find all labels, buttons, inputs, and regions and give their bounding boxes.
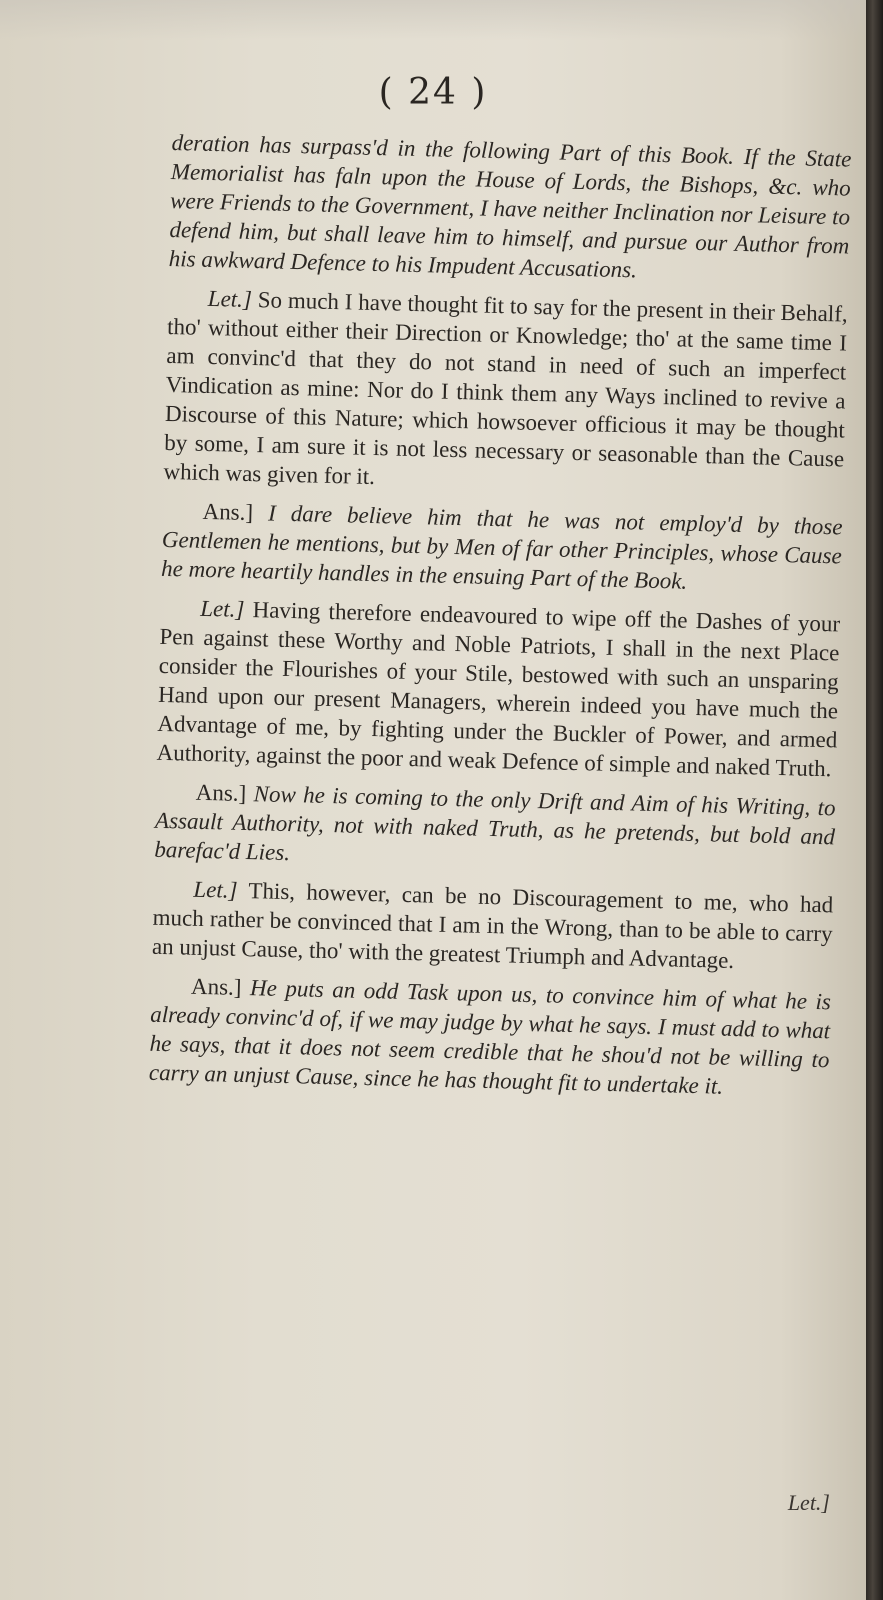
paragraph-letter bbox=[156, 593, 840, 784]
paragraph-text: He puts an odd Task upon us, to convince him of what he is already convinc'd of, if we may judge by what he says. I must add to what he says, that it does not seem credible that he shou'd not be willing to carry an unjust Cause, since he has thought fit to undertake it. bbox=[148, 975, 832, 1099]
paragraph-text: deration has surpass'd in the following Part of this Book. If the State Memorialist has faln upon the House of Lords, the Bishops, &c. who were Friends to the Government, I have neither Inclination nor Leisure to defend him, but shall leave him to himself, and pursue our Author from his awkward Defence to his Impudent Accusations. bbox=[168, 129, 852, 283]
paragraph-answer bbox=[154, 777, 836, 881]
paragraph-letter bbox=[152, 874, 834, 978]
paragraph-text: This, however, can be no Discouragement to me, who had much rather be convinced that I am in the Wrong, than to be able to carry an unjust Cause, tho' with the greatest Triumph and Advantage. bbox=[151, 878, 834, 973]
speaker-label: Let.] bbox=[207, 285, 253, 313]
paragraph-text: Now he is coming to the only Drift and Aim of his Writing, to Assault Authority, not with naked Truth, as he pretends, but bold and barefac'd Lies. bbox=[154, 781, 836, 866]
paragraph-text: Having therefore endeavoured to wipe off the Dashes of your Pen against these Worthy and Noble Patriots, I shall in the next Place consider the Flourishes of your Stile, bestowed with such an unsparing Hand upon our present Managers, wherein indeed you have much the Advantage of me, by fighting under the Buckler of Power, and armed Authority, against the poor and weak Defence of simple and naked Truth. bbox=[156, 597, 841, 782]
page-number: ( 24 ) bbox=[378, 72, 488, 113]
paragraph-answer bbox=[161, 496, 843, 600]
page-body bbox=[148, 128, 851, 1113]
paragraph-text: I dare believe him that he was not employ'd by those Gentlemen he mentions, but by Men of far other Principles, whose Cause he more heartily handles in the ensuing Part of the Book. bbox=[160, 500, 843, 594]
speaker-label: Ans.] bbox=[190, 973, 242, 1000]
paragraph-text: So much I have thought fit to say for the present in their Behalf, tho' without either their Direction or Knowledge; tho' at the same time I am convinc'd that they do not stand in need of such an imperfect Vindication as mine: Nor do I think them any Ways inclined to revive a Discourse of this Nature; which howsoever officious it may be thought by some, I am sure it is not less necessary or seasonable than the Cause which was given for it. bbox=[163, 287, 848, 490]
paragraph-continuation bbox=[168, 128, 851, 290]
speaker-label: Ans.] bbox=[202, 498, 254, 526]
book-binding-edge bbox=[866, 0, 883, 1600]
page-shading bbox=[0, 0, 866, 40]
paragraph-letter bbox=[163, 283, 848, 503]
speaker-label: Ans.] bbox=[195, 779, 247, 807]
speaker-label: Let.] bbox=[199, 595, 245, 622]
paragraph-answer bbox=[149, 971, 832, 1104]
catchword: Let.] bbox=[787, 1490, 830, 1515]
speaker-label: Let.] bbox=[193, 876, 238, 903]
